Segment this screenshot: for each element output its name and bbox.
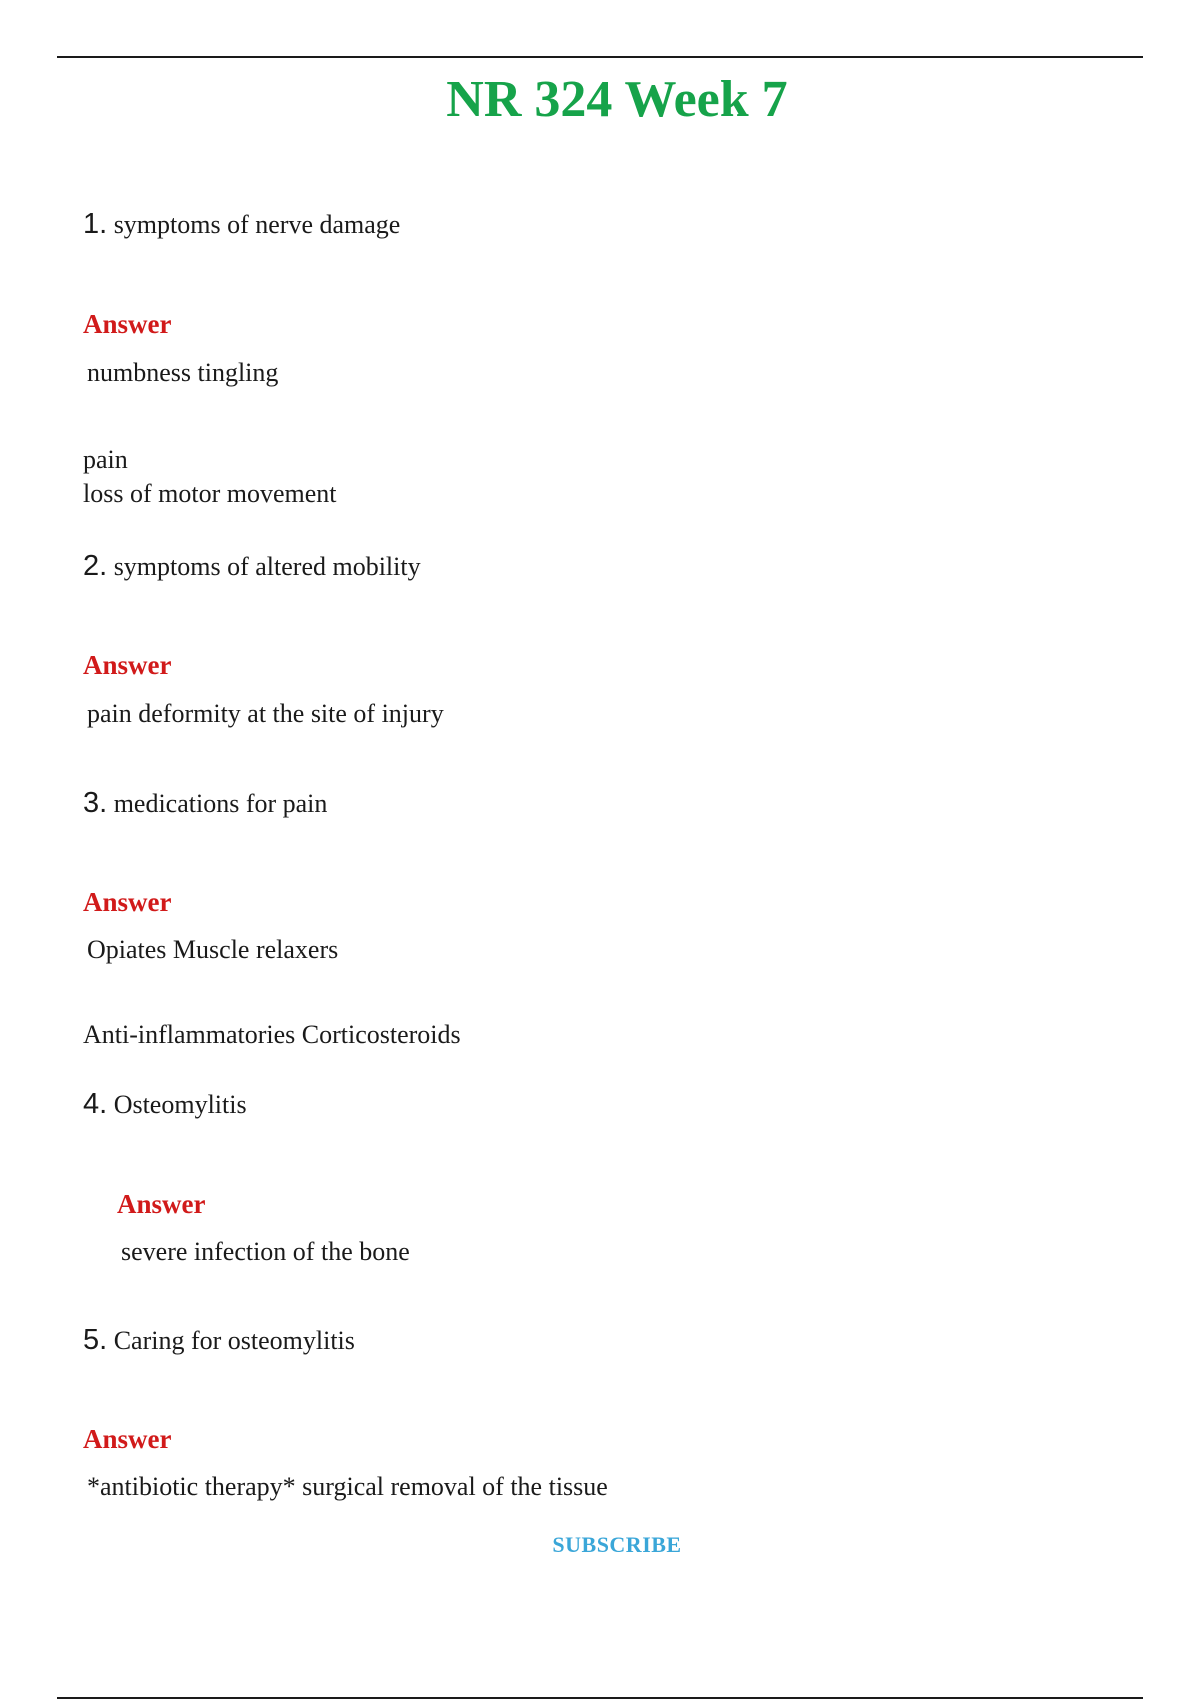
question-text: medications for pain — [113, 789, 328, 818]
subscribe-link[interactable]: SUBSCRIBE — [552, 1532, 682, 1557]
question-text: symptoms of nerve damage — [113, 210, 401, 239]
bottom-rule — [57, 1697, 1143, 1699]
question-number: 4. — [83, 1088, 108, 1120]
question-number: 5. — [83, 1324, 108, 1356]
question-5 — [83, 1324, 355, 1357]
question-number: 3. — [83, 787, 108, 819]
answer-label: Answer — [83, 1424, 172, 1454]
answer-label: Answer — [117, 1189, 206, 1219]
answer-text: pain — [83, 445, 128, 474]
answer-label: Answer — [83, 887, 172, 917]
answer-text: Opiates Muscle relaxers — [87, 935, 339, 964]
question-1 — [83, 208, 400, 241]
answer-text: loss of motor movement — [83, 479, 337, 508]
question-text: symptoms of altered mobility — [113, 552, 421, 581]
answer-label: Answer — [83, 309, 172, 339]
top-rule — [57, 56, 1143, 58]
question-text: Osteomylitis — [113, 1090, 247, 1119]
question-2 — [83, 550, 421, 583]
answer-text: *antibiotic therapy* surgical removal of the tissue — [87, 1472, 608, 1501]
answer-label: Answer — [83, 650, 172, 680]
answer-text: severe infection of the bone — [121, 1237, 410, 1266]
answer-text: Anti-inflammatories Corticosteroids — [83, 1020, 461, 1049]
question-3 — [83, 787, 327, 820]
question-text: Caring for osteomylitis — [113, 1326, 355, 1355]
question-number: 1. — [83, 208, 108, 240]
answer-text: numbness tingling — [87, 358, 279, 387]
page-title: NR 324 Week 7 — [446, 71, 788, 128]
answer-text: pain deformity at the site of injury — [87, 699, 444, 728]
question-number: 2. — [83, 550, 108, 582]
question-4 — [83, 1088, 247, 1121]
